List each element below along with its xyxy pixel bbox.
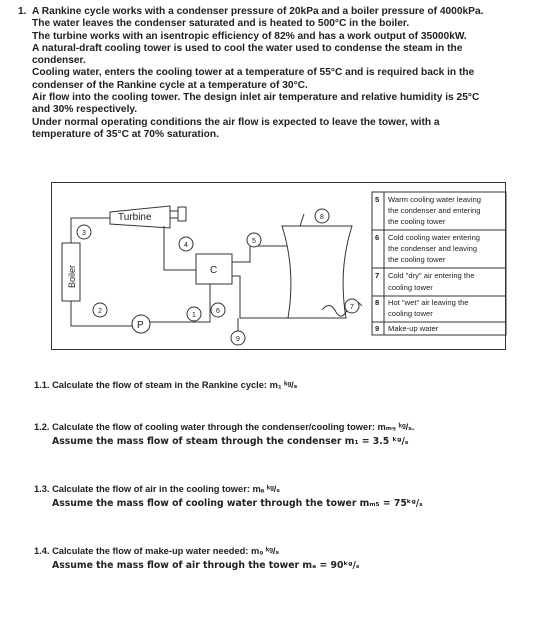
state-8: 8 bbox=[320, 214, 324, 221]
assumption-1-2: Assume the mass flow of steam through the condenser m₁ = 3.5 ᵏᵍ/ₛ bbox=[52, 436, 409, 447]
problem-line: Cooling water, enters the cooling tower at a temperature of 55°C and is required back in the bbox=[32, 67, 475, 79]
legend-num-7: 7 bbox=[375, 271, 380, 280]
question-1-4: 1.4. Calculate the flow of make-up water needed: m₉ ᵏᵍ/ₛ bbox=[34, 546, 280, 556]
legend-text: the cooling tower bbox=[388, 217, 446, 226]
state-1: 1 bbox=[192, 312, 196, 319]
legend-text: Make-up water bbox=[388, 324, 439, 333]
legend-num-9: 9 bbox=[375, 324, 380, 333]
legend-num-6: 6 bbox=[375, 233, 380, 242]
pump-label: P bbox=[137, 320, 144, 331]
condenser-label: C bbox=[210, 265, 218, 276]
problem-line: temperature of 35°C at 70% saturation. bbox=[32, 128, 219, 140]
question-1-1: 1.1. Calculate the flow of steam in the Rankine cycle: m₁ ᵏᵍ/ₛ bbox=[34, 380, 298, 390]
problem-line: Air flow into the cooling tower. The design inlet air temperature and relative humidity is 25°C bbox=[32, 92, 480, 104]
problem-line: Under normal operating conditions the air flow is expected to leave the tower, with a bbox=[32, 116, 440, 128]
question-1-3: 1.3. Calculate the flow of air in the cooling tower: mₐ ᵏᵍ/ₛ bbox=[34, 484, 280, 494]
legend-num-5: 5 bbox=[375, 195, 380, 204]
problem-line: condenser. bbox=[32, 55, 86, 67]
legend-text: the condenser and leaving bbox=[388, 244, 478, 253]
cooling-tower-shape bbox=[282, 226, 352, 318]
legend-text: Warm cooling water leaving bbox=[388, 195, 481, 204]
problem-line: The water leaves the condenser saturated and is heated to 500°C in the boiler. bbox=[32, 18, 410, 30]
legend-text: cooling tower bbox=[388, 309, 433, 318]
problem-number: 1. bbox=[18, 6, 27, 17]
problem-line: The turbine works with an isentropic efficiency of 82% and has a work output of 35000kW. bbox=[32, 30, 467, 42]
problem-line: and 30% respectively. bbox=[32, 104, 138, 116]
boiler-label: Boiler bbox=[67, 264, 77, 288]
state-9: 9 bbox=[236, 336, 240, 343]
assumption-1-3: Assume the mass flow of cooling water through the tower mₘ₅ = 75ᵏᵍ/ₛ bbox=[52, 498, 423, 509]
legend-text: Cold "dry" air entering the bbox=[388, 271, 475, 280]
state-6: 6 bbox=[216, 308, 220, 315]
state-7: 7 bbox=[350, 304, 354, 311]
state-4: 4 bbox=[184, 242, 188, 249]
question-1-2: 1.2. Calculate the flow of cooling water through the condenser/cooling tower: mₘ₅ ᵏᵍ/ₛ. bbox=[34, 422, 415, 432]
problem-line: A Rankine cycle works with a condenser pressure of 20kPa and a boiler pressure of 4000kPa. bbox=[32, 6, 484, 17]
problem-line: condenser of the Rankine cycle at a temperature of 30°C. bbox=[32, 79, 308, 91]
state-2: 2 bbox=[98, 308, 102, 315]
legend-text: Cold cooling water entering bbox=[388, 233, 481, 242]
problem-line: A natural-draft cooling tower is used to cool the water used to condense the steam in the bbox=[32, 42, 463, 54]
legend-text: the cooling tower bbox=[388, 255, 446, 264]
legend-text: the condenser and entering bbox=[388, 206, 481, 215]
legend-text: cooling tower bbox=[388, 283, 433, 292]
legend-num-8: 8 bbox=[375, 298, 380, 307]
legend-text: Hot "wet" air leaving the bbox=[388, 298, 469, 307]
state-5: 5 bbox=[252, 238, 256, 245]
turbine-label: Turbine bbox=[118, 212, 152, 223]
state-3: 3 bbox=[82, 230, 86, 237]
assumption-1-4: Assume the mass flow of air through the tower mₐ = 90ᵏᵍ/ₛ bbox=[52, 560, 360, 571]
